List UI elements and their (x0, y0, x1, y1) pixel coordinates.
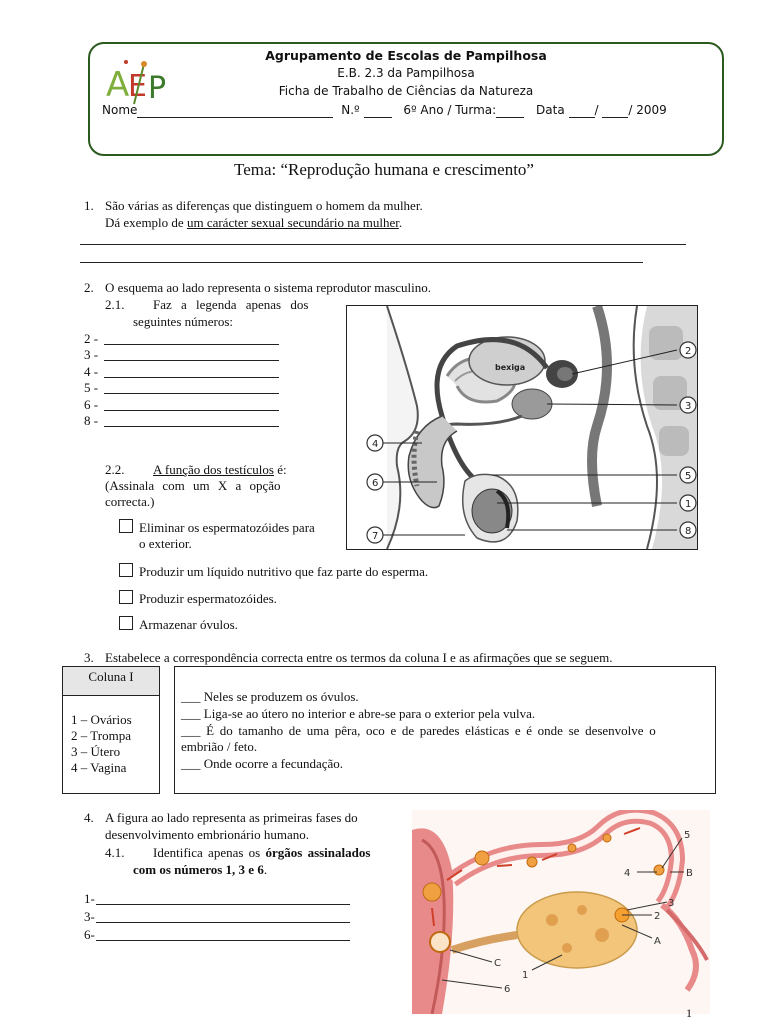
fig4-label-4: 4 (624, 868, 631, 879)
logo-letter-a: A (106, 65, 130, 105)
q3-number: 3. (84, 650, 94, 665)
year-label: 6º Ano / Turma: (403, 103, 497, 117)
q4-answer-line[interactable] (96, 940, 350, 941)
statement-4-blank[interactable]: ___ (181, 756, 201, 771)
q2-option-3-label: Produzir espermatozóides. (139, 591, 277, 606)
statement-1-blank[interactable]: ___ (181, 689, 201, 704)
q2-number: 2. (84, 280, 94, 295)
school-unit: E.B. 2.3 da Pampilhosa (337, 66, 475, 80)
q1-line2-pre: Dá exemplo de (105, 215, 187, 230)
q4-line1: A figura ao lado representa as primeiras fases do (105, 810, 358, 825)
q2-2-line3: correcta.) (105, 494, 155, 509)
bladder-label: bexiga (495, 363, 526, 372)
callout-6-label: 6 (372, 478, 379, 489)
statement-4-text: Onde ocorre a fecundação. (203, 756, 344, 771)
q2-option-2-checkbox[interactable] (119, 563, 133, 577)
q2-option-4-checkbox[interactable] (119, 616, 133, 630)
q2-legend-number: 2 - (84, 331, 99, 346)
male-reproductive-figure (346, 305, 698, 550)
statement-2 (181, 706, 535, 722)
q1-number: 1. (84, 198, 94, 213)
fig4-label-2: 2 (654, 911, 661, 922)
q2-option-1-checkbox[interactable] (119, 519, 133, 533)
column-i-terms (63, 696, 159, 776)
q2-legend-answer-line[interactable] (104, 426, 279, 427)
embryonic-development-figure (412, 810, 710, 1014)
q2-intro: O esquema ao lado representa o sistema reprodutor masculino. (105, 280, 431, 295)
statement-3-blank[interactable]: ___ (181, 723, 201, 738)
column-i-box (62, 666, 160, 794)
q2-legend-number: 6 - (84, 396, 99, 412)
callout-3 (680, 397, 696, 413)
callout-4 (367, 435, 383, 451)
fig4-label-5: 5 (684, 830, 691, 841)
q2-legend-number: 8 - (84, 413, 99, 428)
q2-2-number: 2.2. (105, 462, 125, 477)
q2-legend-answer-line[interactable] (104, 344, 279, 345)
callout-3-label: 3 (685, 401, 692, 412)
callout-6 (367, 474, 383, 490)
q4-answer-line[interactable] (96, 922, 350, 923)
q1-line1: São várias as diferenças que distinguem o homem da mulher. (105, 198, 423, 213)
q1-line2 (105, 215, 402, 231)
class-field[interactable] (496, 103, 524, 118)
page-number: 1 (686, 1006, 692, 1020)
male-reproductive-diagram (347, 306, 697, 549)
statement-1-text: Neles se produzem os óvulos. (203, 689, 359, 704)
q2-2-line1-post: é: (273, 462, 287, 477)
name-label: Nome (102, 103, 138, 117)
number-field[interactable] (364, 103, 392, 118)
sheet-title: Ficha de Trabalho de Ciências da Natureza (278, 84, 534, 98)
q1-answer-line-2[interactable] (80, 262, 643, 263)
q2-option-4 (119, 616, 238, 633)
statement-2-blank[interactable]: ___ (181, 706, 201, 721)
callout-1-label: 1 (685, 499, 692, 510)
fig4-label-1: 1 (522, 970, 529, 981)
q1-line2-post: . (398, 215, 403, 230)
callout-2-label: 2 (685, 346, 692, 357)
date-day-field[interactable] (569, 103, 595, 118)
q4-1-pre: Identifica apenas os (153, 845, 266, 860)
fig4-label-c: C (494, 958, 501, 969)
column-i-term: 2 – Trompa (71, 728, 131, 743)
q2-1-line2: seguintes números: (133, 314, 234, 329)
worksheet-title: Tema: “Reprodução humana e crescimento” (234, 160, 534, 179)
q4-1-bold2: com os números 1, 3 e 6 (133, 862, 264, 877)
logo-letter-p: P (148, 71, 167, 106)
q4-1-post: . (263, 862, 268, 877)
q4-answer-number: 6- (84, 927, 95, 942)
q4-1-bold1: órgãos assinalados (265, 845, 371, 860)
q2-option-2 (119, 563, 428, 580)
callout-1 (680, 495, 696, 511)
q2-legend-answer-line[interactable] (104, 410, 279, 411)
fig4-label-a: A (654, 936, 661, 947)
student-info-row: Nome N.º 6º Ano / Turma: Data / / 2009 (102, 103, 667, 117)
q2-legend-answer-line[interactable] (104, 377, 279, 378)
q2-legend-number: 5 - (84, 380, 99, 396)
fig4-label-6: 6 (504, 984, 511, 995)
q3-intro: Estabelece a correspondência correcta entre os termos da coluna I e as afirmações que se seguem. (105, 650, 613, 665)
q2-option-3 (119, 590, 277, 607)
q4-answer-number: 1- (84, 891, 95, 906)
callout-2 (680, 342, 696, 358)
q4-answer-number: 3- (84, 909, 95, 924)
fig4-label-3: 3 (668, 898, 675, 909)
q2-1-line1: Faz a legenda apenas dos (153, 297, 309, 312)
q2-legend-answer-line[interactable] (104, 360, 279, 361)
statement-1 (181, 689, 359, 705)
school-name: Agrupamento de Escolas de Pampilhosa (265, 48, 547, 63)
q2-option-3-checkbox[interactable] (119, 590, 133, 604)
callout-8-label: 8 (685, 526, 692, 537)
column-i-term: 3 – Útero (71, 744, 121, 759)
callout-5-label: 5 (685, 471, 692, 482)
statement-3 (181, 723, 656, 739)
q4-1-number: 4.1. (105, 845, 125, 860)
date-label: Data (536, 103, 565, 117)
q1-answer-line-1[interactable] (80, 244, 686, 245)
callout-7 (367, 527, 383, 543)
q2-option-2-label: Produzir um líquido nutritivo que faz parte do esperma. (139, 564, 429, 579)
statements-box (174, 666, 716, 794)
statement-4 (181, 756, 343, 772)
statement-3-line2: embrião / feto. (181, 739, 258, 754)
q4-line2: desenvolvimento embrionário humano. (105, 827, 309, 842)
q2-option-4-label: Armazenar óvulos. (139, 617, 238, 632)
callout-7-label: 7 (372, 531, 379, 542)
q2-legend-answer-line[interactable] (104, 393, 279, 394)
q4-1-line2 (133, 862, 267, 878)
column-i-term: 4 – Vagina (71, 760, 127, 775)
q4-1-line1 (153, 845, 370, 861)
statement-3-text: É do tamanho de uma pêra, oco e de paredes elásticas e é onde se desenvolve o (206, 723, 656, 738)
q2-2-line1 (153, 462, 287, 478)
column-i-term: 1 – Ovários (71, 712, 132, 727)
q2-2-line2: (Assinala com um X a opção (105, 478, 281, 493)
q4-answer-line[interactable] (96, 904, 350, 905)
q2-option-1 (119, 519, 315, 536)
statement-2-text: Liga-se ao útero no interior e abre-se para o exterior pela vulva. (203, 706, 536, 721)
q2-legend-number: 4 - (84, 363, 99, 379)
callout-8 (680, 522, 696, 538)
date-year: 2009 (636, 103, 667, 117)
q1-line2-underlined: um carácter sexual secundário na mulher (186, 215, 399, 230)
name-field[interactable] (137, 103, 333, 118)
q2-option-1-line2: o exterior. (139, 536, 192, 551)
number-label: N.º (341, 103, 360, 117)
column-i-header: Coluna I (63, 667, 159, 696)
q4-number: 4. (84, 810, 94, 825)
date-month-field[interactable] (602, 103, 628, 118)
q2-2-underlined: A função dos testículos (153, 462, 274, 477)
callout-4-label: 4 (372, 439, 379, 450)
callout-5 (680, 467, 696, 483)
fig4-label-b: B (686, 868, 693, 879)
q2-option-1-label: Eliminar os espermatozóides para (139, 520, 315, 535)
q2-1-number: 2.1. (105, 297, 125, 312)
logo-letter-e: E (128, 69, 147, 104)
header-box (88, 42, 724, 156)
q2-legend-number: 3 - (84, 347, 99, 363)
